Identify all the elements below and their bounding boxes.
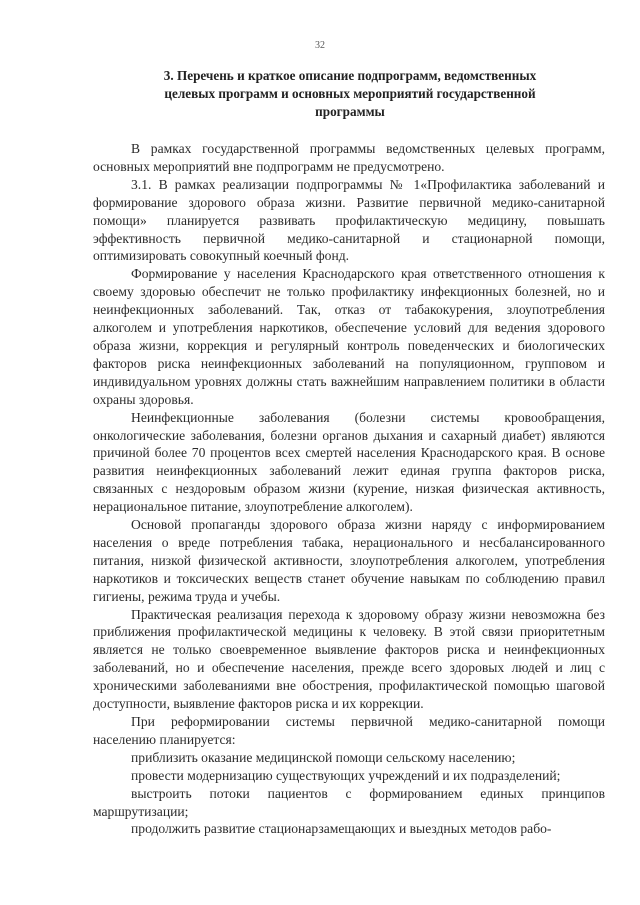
section-heading: 3. Перечень и краткое описание подпрограмм, ведомственных целевых программ и основных мероприятий государственной программы — [163, 68, 537, 119]
page-number: 32 — [315, 40, 325, 51]
paragraph: Основой пропаганды здорового образа жизни наряду с информированием населения о вреде потребления табака, нерационального и несбалансированного питания, низкой физической активности, злоупотребления алкоголем, употребления наркотиков и токсических веществ станет обучение навыкам по соблюдению правил гигиены, режима труда и учебы. — [93, 517, 605, 604]
paragraph: Формирование у населения Краснодарского края ответственного отношения к своему здоровью обеспечит не только профилактику инфекционных болезней, но и неинфекционных заболеваний. Так, отказ от табакокурения, злоупотребления алкоголем и употребления наркотиков, обеспечение условий для ведения здорового образа жизни, коррекция и регулярный контроль поведенческих и биологических факторов риска неинфекционных заболеваний на популяционном, групповом и индивидуальном уровнях должны стать важнейшим направлением политики в области охраны здоровья. — [93, 266, 605, 407]
paragraph: В рамках государственной программы ведомственных целевых программ, основных мероприятий вне подпрограмм не предусмотрено. — [93, 141, 605, 174]
paragraph: При реформировании системы первичной медико-санитарной помощи населению планируется: — [93, 714, 605, 747]
list-item: провести модернизацию существующих учреждений и их подразделений; — [131, 767, 561, 783]
paragraph: Неинфекционные заболевания (болезни системы кровообращения, онкологические заболевания, болезни органов дыхания и сахарный диабет) являются причиной более 70 процентов всех смертей населения Краснодарского края. В основе развития неинфекционных заболеваний лежит единая группа факторов риска, связанных с нездоровым образом жизни (курение, низкая физическая активность, нерациональное питание, злоупотребление алкоголем). — [93, 409, 605, 515]
paragraph: 3.1. В рамках реализации подпрограммы № 1«Профилактика заболеваний и формирование здорового образа жизни. Развитие первичной медико-санитарной помощи» планируется развивать профилактическую медицину, повышать эффективность первичной медико-санитарной и стационарной помощи, оптимизировать совокупный коечный фонд. — [93, 176, 605, 264]
list-item: приблизить оказание медицинской помощи сельскому населению; — [131, 749, 516, 765]
list-item: продолжить развитие стационарзамещающих и выездных методов рабо- — [131, 821, 552, 837]
list-item: выстроить потоки пациентов с формированием единых принципов маршрутизации; — [93, 785, 605, 819]
paragraph: Практическая реализация перехода к здоровому образу жизни невозможна без приближения профилактической медицины к человеку. В этой связи приоритетным является не только своевременное выявление факторов риска и неинфекционных заболеваний, но и обеспечение населения, прежде всего здоровых людей и лиц с хроническими заболеваниями вне обострения, профилактической помощью шаговой доступности, выявление факторов риска и их коррекции. — [93, 606, 605, 712]
document-body — [93, 140, 605, 838]
